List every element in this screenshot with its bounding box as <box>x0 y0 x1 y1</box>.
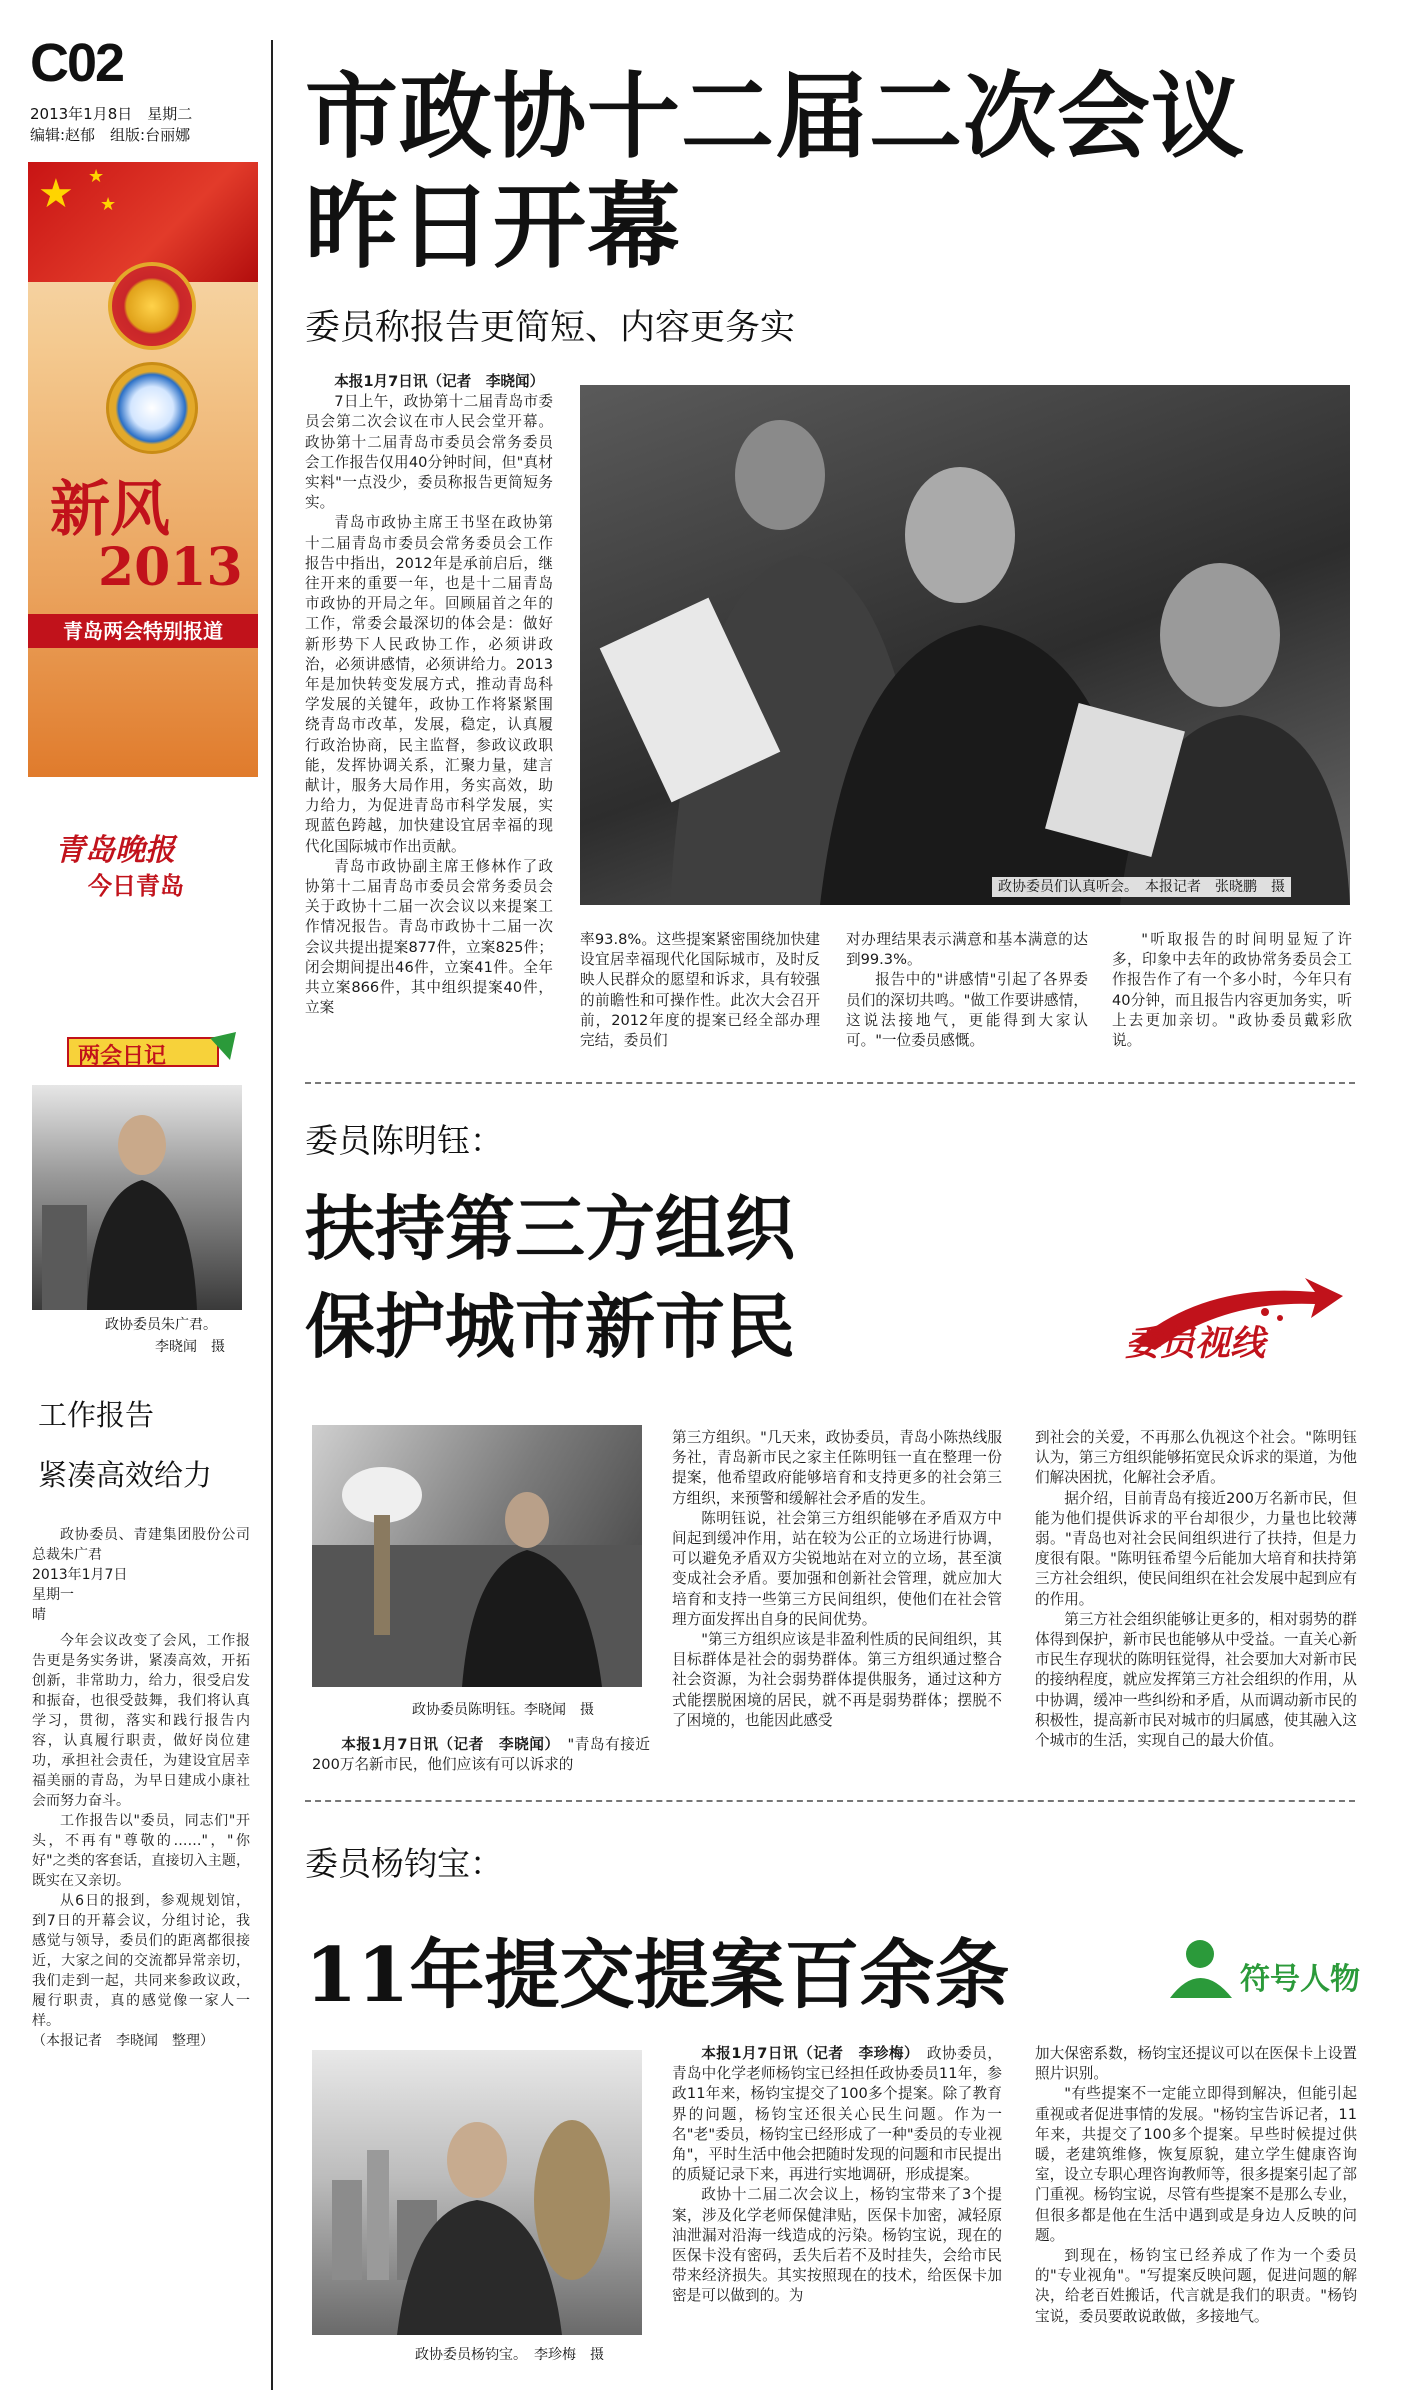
article-paragraph: 对办理结果表示满意和基本满意的达到99.3%。 <box>846 931 1088 969</box>
article-paragraph: 第三方组织。"几天来，政协委员，青岛小陈热线服务社，青岛新市民之家主任陈明钰一直在整理一份提案，他希望政府能够培育和支持更多的社会第三方组织，来预警和缓解社会矛盾的发生。 <box>672 1429 1002 1507</box>
section-separator <box>305 1082 1355 1084</box>
article1-photo-caption: 政协委员们认真听会。 本报记者 张晓鹏 摄 <box>992 877 1291 897</box>
headline-1 <box>305 62 1245 282</box>
sidebar-body <box>32 1525 250 2345</box>
article2-column-1 <box>312 1735 650 1777</box>
issue-date: 2013年1月8日 星期二 <box>30 105 193 123</box>
article-paragraph: 到现在，杨钧宝已经养成了作为一个委员的"专业视角"。"写提案反映问题，促进问题的解决，给老百姓搬话，代言就是我们的职责。"杨钧宝说，委员要敢说敢做，多接地气。 <box>1035 2247 1357 2325</box>
article1-column-4 <box>1112 930 1352 1065</box>
sidebar-photo-caption: 政协委员朱广君。 <box>105 1317 217 1333</box>
edition-name: 今日青岛 <box>88 872 184 900</box>
article-paragraph: 政协委员，青岛中化学老师杨钧宝已经担任政协委员11年，参政11年来，杨钧宝提交了100多个提案。除了教育界的问题，杨钧宝还很关心民生问题。作为一名"老"委员，杨钧宝已经形成了一种"委员的专业视角"，平时生活中他会把随时发现的问题和市民提出的质疑记录下来，再进行实地调研，形成提案。 <box>672 2045 1002 2184</box>
dateline: 本报1月7日讯（记者 李珍梅） <box>701 2045 912 2062</box>
article-paragraph: 青岛市政协主席王书坚在政协第十二届青岛市委员会常务委员会工作报告中指出，2012年是承前启后，继往开来的重要一年，也是十二届青岛市政协的开局之年。回顾届首之年的工作，常委会最深切的体会是：做好新形势下人民政协工作，必须讲政治，必须讲感情，必须讲给力。2013年是加快转变发展方式，推动青岛科学发展的关键年，政协工作将紧紧围绕青岛市改革，发展，稳定，认真履行政治协商，民主监督，参政议政职能，发挥协调关系，汇聚力量，建言献计，服务大局作用，务实高效，助力给力，为促进青岛市科学发展，实现蓝色跨越，加快建设宜居幸福的现代化国际城市作出贡献。 <box>305 514 553 855</box>
article-paragraph: 陈明钰说，社会第三方组织能够在矛盾双方中间起到缓冲作用，站在较为公正的立场进行协调，可以避免矛盾双方尖锐地站在对立的立场，甚至演变成社会矛盾。要加强和创新社会管理，就应加大培育和支持一些第三方民间组织，使他们在社会管理方面发挥出自身的民间优势。 <box>672 1509 1002 1628</box>
article3-photo <box>312 2050 642 2335</box>
national-emblem-icon <box>108 262 196 350</box>
article2-photo-caption: 政协委员陈明钰。李晓闻 摄 <box>412 1702 594 1718</box>
article1-column-1 <box>305 372 553 1017</box>
column-divider <box>271 40 273 2390</box>
article-paragraph: "第三方组织应该是非盈利性质的民间组织，其目标群体是社会的弱势群体。第三方组织通过整合社会资源，为社会弱势群体提供服务，通过这种方式能摆脱困境的居民，就不再是弱势群体；摆脱不了困境的，也能因此感受 <box>672 1631 1002 1729</box>
sidebar-weekday: 星期一 <box>32 1587 74 1603</box>
article1-photo <box>580 385 1350 905</box>
headline-2-line1: 扶持第三方组织 <box>305 1187 795 1270</box>
sidebar-photo-credit: 李晓闻 摄 <box>155 1339 225 1355</box>
headline-3: 11年提交提案百余条 <box>305 1931 1010 2019</box>
article3-column-1 <box>672 2044 1002 2369</box>
sidebar-paragraph: 今年会议改变了会风，工作报告更是务实务讲，紧凑高效，开拓创新，非常助力，给力，很受启发和振奋，也很受鼓舞，我们将认真学习，贯彻，落实和践行报告内容，认真履行职责，做好岗位建功，承担社会责任，为建设宜居幸福美丽的青岛，为早日建成小康社会而努力奋斗。 <box>32 1633 250 1809</box>
article-paragraph: "有些提案不一定能立即得到解决，但能引起重视或者促进事情的发展。"杨钧宝告诉记者，11年来，共提交了100多个提案。早些时候提过供暖，老建筑维修，恢复原貌，建立学生健康咨询室，设立专职心理咨询教师等，很多提案引起了部门重视。杨钧宝说，尽管有些提案不是那么专业，但很多都是他在生活中遇到或是身边人反映的问题。 <box>1035 2085 1357 2244</box>
sidebar-sign: （本报记者 李晓闻 整理） <box>32 2033 214 2049</box>
headline-2 <box>305 1180 795 1376</box>
section-separator <box>305 1800 1355 1802</box>
diary-label-graphic <box>60 1030 240 1072</box>
sidebar-paragraph: 从6日的报到，参观规划馆，到7日的开幕会议，分组讨论，我感觉与领导，委员们的距离都很接近，大家之间的交流都异常亲切，我们走到一起，共同来参政议政，履行职责，真的感觉像一家人一样。 <box>32 1893 250 2029</box>
sidebar-photo <box>32 1085 242 1310</box>
special-report-banner <box>28 162 258 777</box>
article-lead: "青岛有接近200万名新市民，他们应该有可以诉求的 <box>312 1736 650 1774</box>
article-paragraph: 报告中的"讲感情"引起了各界委员们的深切共鸣。"做工作要讲感情，这说法接地气，更能得到大家认可。"一位委员感慨。 <box>846 971 1088 1050</box>
headline-1-line1: 市政协十二届二次会议 <box>305 62 1245 171</box>
banner-year: 2013 <box>98 537 243 598</box>
sidebar-weather: 晴 <box>32 1607 46 1623</box>
article-paragraph: "听取报告的时间明显短了许多，印象中去年的政协常务委员会工作报告作了有一个多小时，今年只有40分钟，而且报告内容更加务实，听上去更加亲切。"政协委员戴彩欣说。 <box>1112 931 1352 1050</box>
article2-kicker: 委员陈明钰： <box>305 1121 503 1160</box>
dateline: 本报1月7日讯（记者 李晓闻） <box>334 373 545 390</box>
badge-weiyuan-shixian <box>1115 1272 1345 1362</box>
sidebar-date: 2013年1月7日 <box>32 1567 128 1583</box>
article-paragraph: 率93.8%。这些提案紧密围绕加快建设宜居幸福现代化国际城市，及时反映人民群众的愿望和诉求，具有较强的前瞻性和可操作性。此次大会召开前，2012年度的提案已经全部办理完结，委员们 <box>580 931 820 1050</box>
article-paragraph: 政协十二届二次会议上，杨钧宝带来了3个提案，涉及化学老师保健津贴，医保卡加密，减轻原油泄漏对沿海一线造成的污染。杨钧宝说，现在的医保卡没有密码，丢失后若不及时挂失，会给市民带来经济损失。其实按照现在的技术，给医保卡加密是可以做到的。为 <box>672 2186 1002 2305</box>
star-icon: ★ <box>100 194 117 215</box>
article2-column-2 <box>672 1428 1002 1768</box>
banner-title: 新风 <box>50 475 170 545</box>
article1-column-3 <box>846 930 1088 1065</box>
article3-kicker: 委员杨钧宝： <box>305 1844 503 1883</box>
article1-column-2 <box>580 930 820 1065</box>
article-paragraph: 第三方社会组织能够让更多的，相对弱势的群体得到保护，新市民也能够从中受益。一直关心新市民生存现状的陈明钰觉得，社会要加大对新市民的接纳程度，就应发挥第三方社会组织的作用，从中协调，缓冲一些纠纷和矛盾，从而调动新市民的积极性，提高新市民对城市的归属感，使其融入这个城市的生活，实现自己的最大价值。 <box>1035 1610 1357 1750</box>
page-number: C02 <box>30 33 124 93</box>
cppcc-emblem-icon <box>106 362 198 454</box>
headline-1-line2: 昨日开幕 <box>305 172 681 281</box>
article-paragraph: 7日上午，政协第十二届青岛市委员会第二次会议在市人民会堂开幕。政协第十二届青岛市委员会常务委员会工作报告仅用40分钟时间，但"真材实料"一点没少，委员称报告更简短务实。 <box>305 393 553 512</box>
article2-photo <box>312 1425 642 1687</box>
article3-column-2 <box>1035 2044 1357 2369</box>
article-paragraph: 青岛市政协副主席王修林作了政协第十二届青岛市委员会常务委员会关于政协十二届一次会议以来提案工作情况报告。青岛市政协十二届一次会议共提出提案877件，立案825件；闭会期间提出46件，立案41件。全年共立案866件，其中组织提案40件，立案 <box>305 857 553 1017</box>
dateline: 本报1月7日讯（记者 李晓闻） <box>341 1736 553 1753</box>
headline-2-line2: 保护城市新市民 <box>305 1285 795 1368</box>
article-paragraph: 到社会的关爱，不再那么仇视这个社会。"陈明钰认为，第三方组织能够拓宽民众诉求的渠道，为他们解决困扰，化解社会矛盾。 <box>1035 1429 1357 1487</box>
article-paragraph: 据介绍，目前青岛有接近200万名新市民，但能为他们提供诉求的平台却很少，力量也比较薄弱。"青岛也对社会民间组织进行了扶持，但是力度很有限。"陈明钰希望今后能加大培育和扶持第三方社会组织，使民间组织在社会发展中起到应有的作用。 <box>1035 1489 1357 1608</box>
sidebar-heading-2: 紧凑高效给力 <box>38 1458 213 1492</box>
article-paragraph: 加大保密系数，杨钧宝还提议可以在医保卡上设置照片识别。 <box>1035 2045 1357 2083</box>
sidebar-byline: 政协委员、青建集团股份公司总裁朱广君 <box>32 1527 250 1563</box>
badge-label: 符号人物 <box>1240 1962 1360 1997</box>
diary-label: 两会日记 <box>78 1044 167 1069</box>
article2-column-3 <box>1035 1428 1357 1768</box>
star-icon: ★ <box>38 171 74 217</box>
sidebar-paragraph: 工作报告以"委员，同志们"开头，不再有"尊敬的……"，"你好"之类的客套话，直接切入主题，既实在又亲切。 <box>32 1813 250 1889</box>
editors: 编辑:赵郁 组版:台丽娜 <box>30 126 191 144</box>
sidebar-heading-1: 工作报告 <box>38 1398 155 1432</box>
banner-tagline: 青岛两会特别报道 <box>28 614 258 648</box>
subheadline-1: 委员称报告更简短、内容更务实 <box>305 308 796 348</box>
star-icon: ★ <box>88 166 105 187</box>
badge-fuhao-renwu <box>1162 1928 1362 2008</box>
article3-photo-caption: 政协委员杨钧宝。 李珍梅 摄 <box>415 2347 604 2363</box>
paper-logo: 青岛晚报 <box>55 833 175 868</box>
badge-label: 委员视线 <box>1125 1324 1266 1364</box>
